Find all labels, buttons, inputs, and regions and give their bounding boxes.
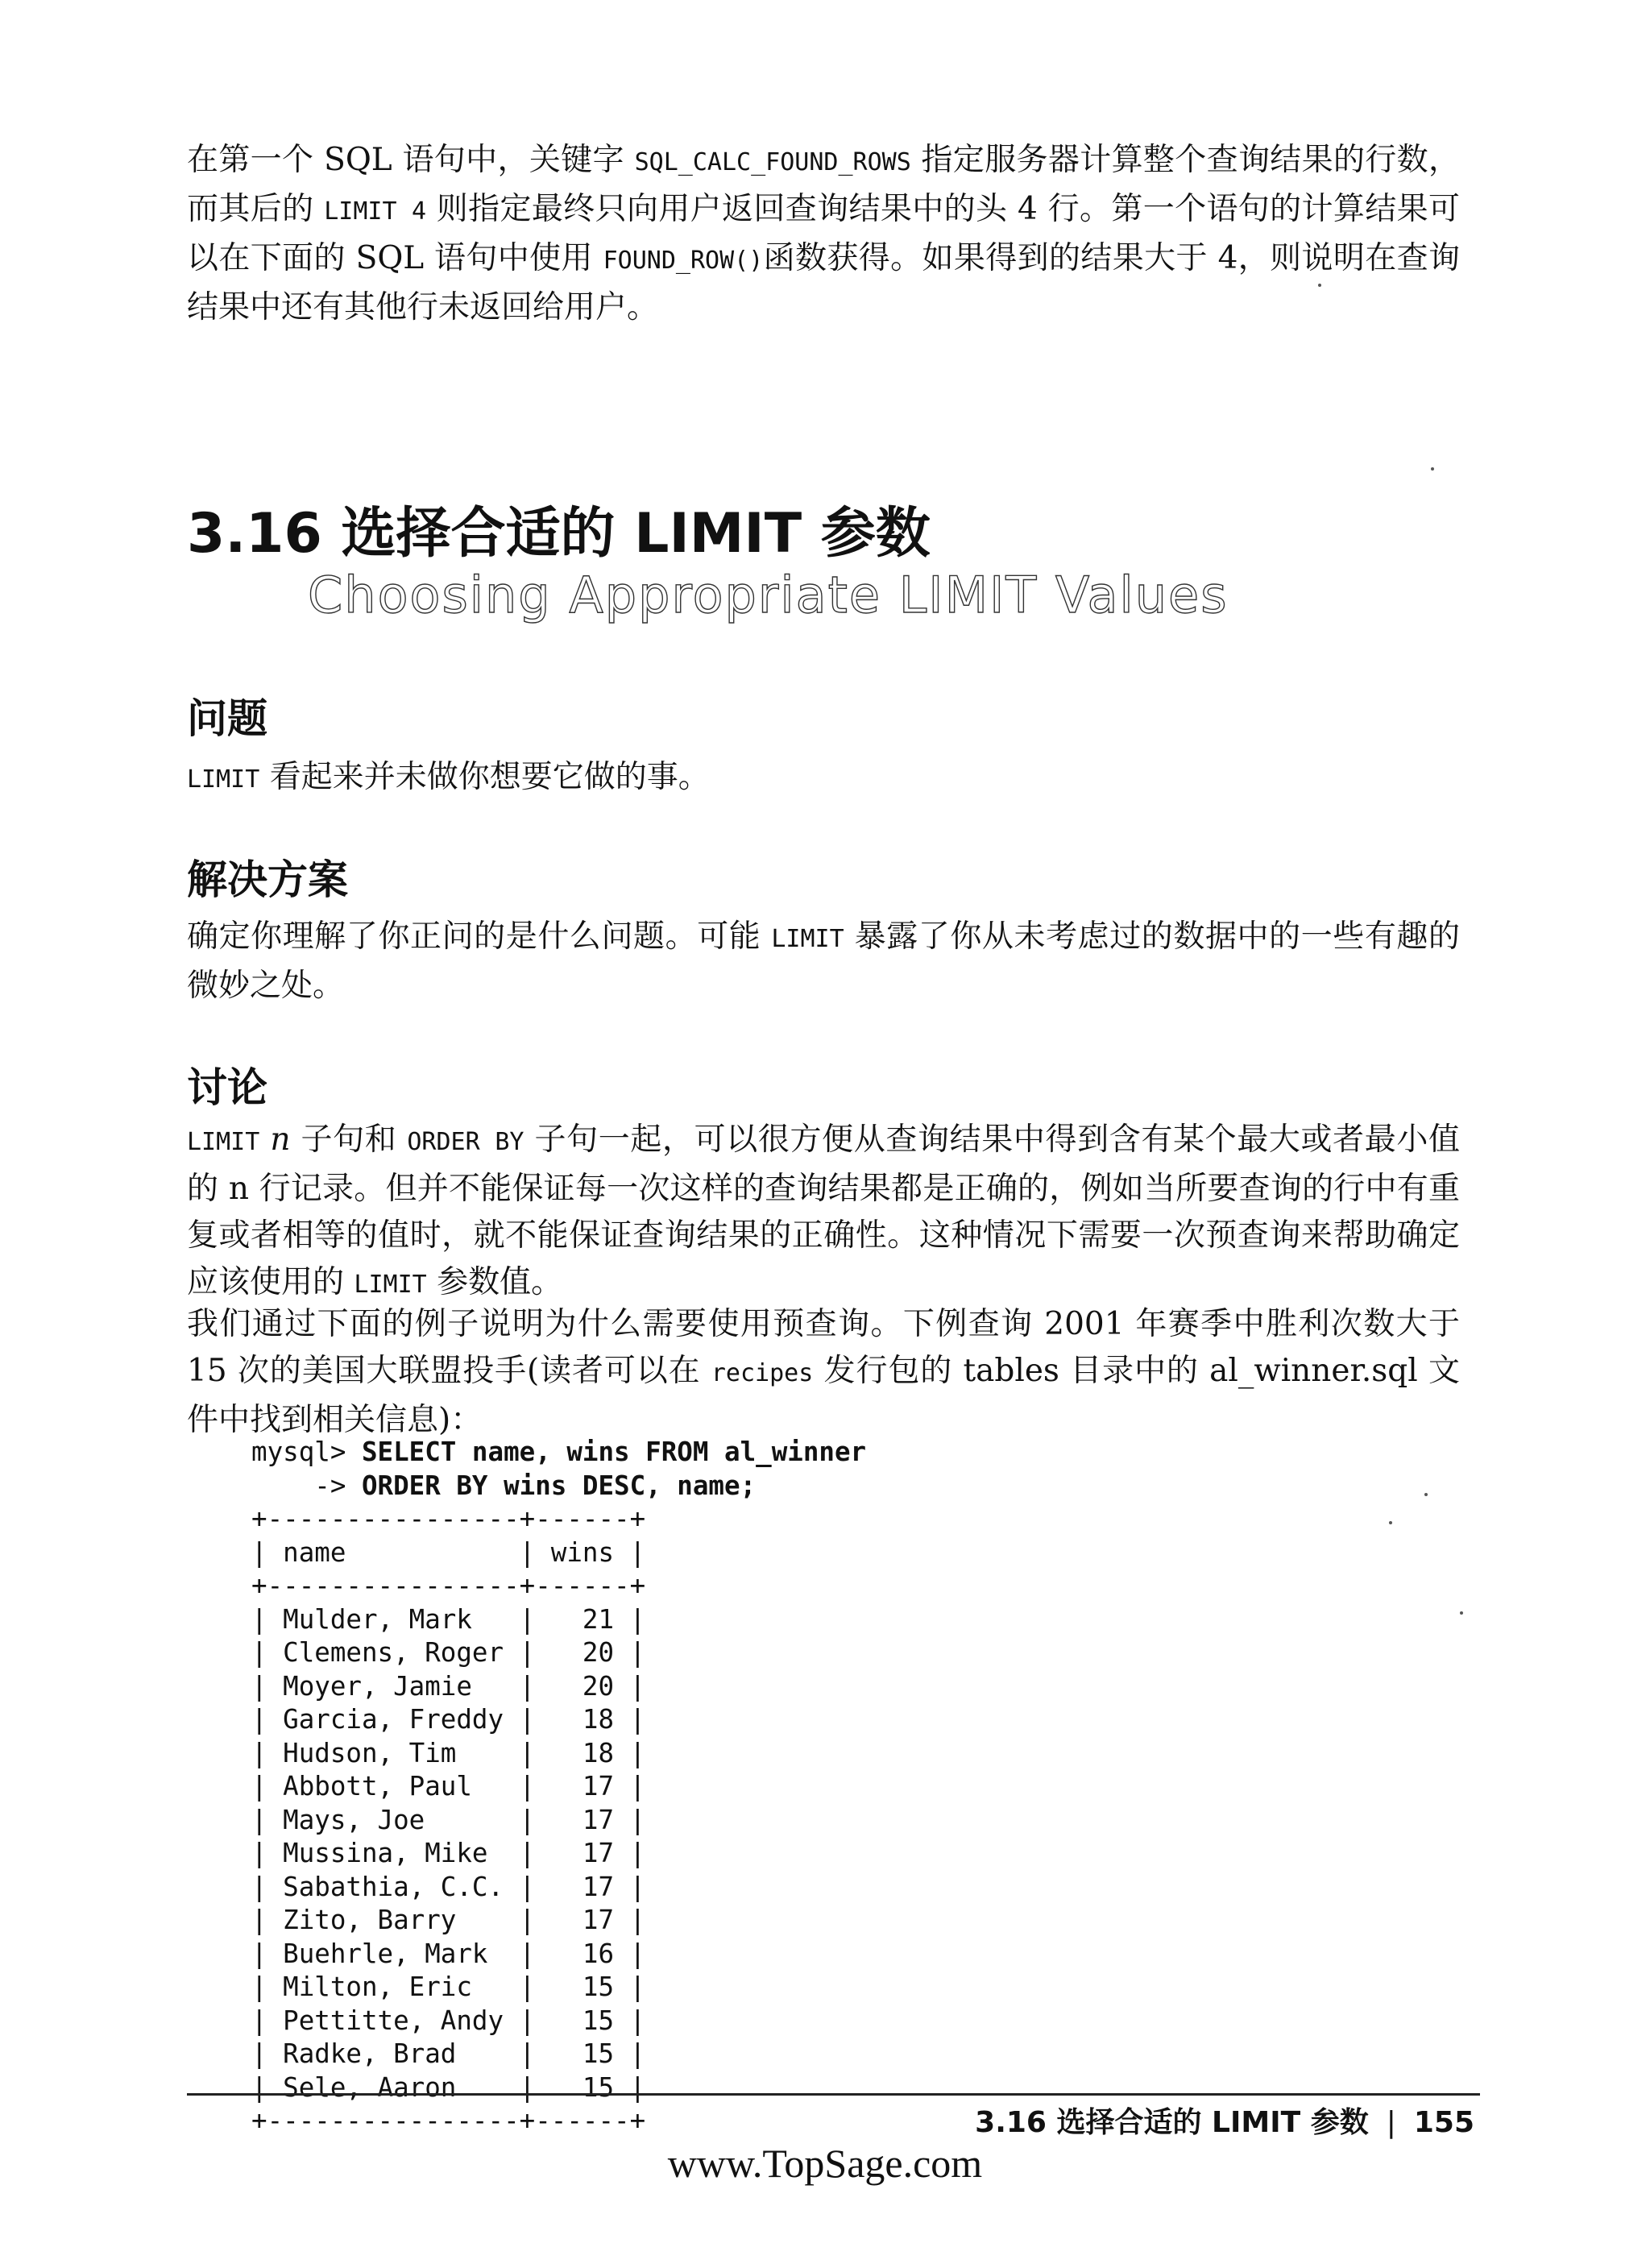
watermark: www.TopSage.com [667,2141,983,2186]
discussion-heading: 讨论 [187,1064,267,1111]
page-number: 155 [1413,2106,1474,2139]
discussion-text-5: 发行包的 tables 目录中的 al_winner.sql 文件中找到相关信息)： [187,1353,1461,1438]
intro-text-2: 指定服务器计算整个查询结果的行数，而其后的 [187,142,1460,227]
discussion-code-2: ORDER BY [407,1128,524,1156]
solution-heading: 解决方案 [187,856,348,903]
problem-code-1: LIMIT [187,765,260,794]
sql-prompt: mysql> [251,1437,362,1467]
discussion-code-1: LIMIT [187,1128,260,1156]
sql-line-1: SELECT name, wins FROM al_winner [361,1437,867,1467]
footer-rule [187,2093,1480,2096]
scan-speck [1424,1493,1428,1496]
sql-result-table: +----------------+------+ | name | wins | +----------------+------+ | Mulder, Mark | 21 | | Clemens, Roger | 20 | | Moyer, Jamie | 20 | | Garcia, Freddy | 18 | | Hudson, Tim | 18 | | Abbott, Paul | 17 | | Mays, Joe | 17 | | Mussina, Mike | 17 | | Sabathia, C.C. | 17 | | Zito, Barry | 17 | | Buehrle, Mark | 16 | | Milton, Eric | 15 | | Pettitte, Andy | 15 | | Radke, Brad | 15 | | Sele, Aaron | 15 | +----------------+------+ [251,1503,646,2136]
problem-paragraph [187,754,1460,803]
scan-speck [1431,467,1434,471]
intro-text-3: 则指定最终只向用户返回查询结果中的头 4 行。第一个语句的计算结果可以在下面的 SQL 语句中使用 [187,191,1460,276]
sql-continuation: -> [251,1470,362,1501]
discussion-paragraph-2 [187,1301,1460,1444]
intro-code-3: FOUND_ROW() [603,247,764,275]
solution-paragraph [187,914,1460,1010]
sql-line-2: ORDER BY wins DESC, name; [361,1470,757,1501]
discussion-text-1: 子句和 [290,1122,408,1158]
sql-code-block [251,1436,866,2138]
scan-speck [1460,1611,1463,1615]
solution-text-2: 暴露了你从未考虑过的数据中的一些有趣的微妙之处。 [187,918,1460,1004]
discussion-text-4: 我们通过下面的例子说明为什么需要使用预查询。下例查询 2001 年赛季中胜利次数大于 15 次的美国大联盟投手(读者可以在 [187,1306,1461,1389]
solution-text-1: 确定你理解了你正问的是什么问题。可能 [187,918,772,955]
intro-code-2: LIMIT 4 [324,197,427,226]
discussion-code-4: recipes [711,1359,814,1387]
intro-paragraph [187,137,1460,331]
problem-heading: 问题 [187,695,267,742]
discussion-italic-n: n [259,1122,291,1158]
intro-code-1: SQL_CALC_FOUND_ROWS [634,148,911,176]
section-subtitle: Choosing Appropriate LIMIT Values [308,566,1229,624]
discussion-text-2: 子句一起，可以很方便从查询结果中得到含有某个最大或者最小值的 n 行记录。但并不能保证每一次这样的查询结果都是正确的，例如当所要查询的行中有重复或者相等的值时，就不能保证查询结果的正确性。这种情况下需要一次预查询来帮助确定应该使用的 [187,1122,1460,1300]
problem-text-1: 看起来并未做你想要它做的事。 [259,759,710,795]
discussion-text-3: 参数值。 [426,1264,563,1300]
discussion-paragraph-1 [187,1117,1460,1308]
solution-code-1: LIMIT [771,925,844,953]
footer-section-title: 3.16 选择合适的 LIMIT 参数 [975,2106,1369,2139]
scan-speck [1318,284,1321,287]
footer-separator: | [1386,2106,1396,2139]
section-title: 3.16 选择合适的 LIMIT 参数 [187,502,931,566]
discussion-code-3: LIMIT [354,1271,427,1299]
intro-text-4: 函数获得。如果得到的结果大于 4，则说明在查询结果中还有其他行未返回给用户。 [187,240,1460,325]
intro-text-1: 在第一个 SQL 语句中，关键字 [187,142,635,178]
scan-speck [1389,1521,1392,1524]
footer [975,2100,1474,2141]
